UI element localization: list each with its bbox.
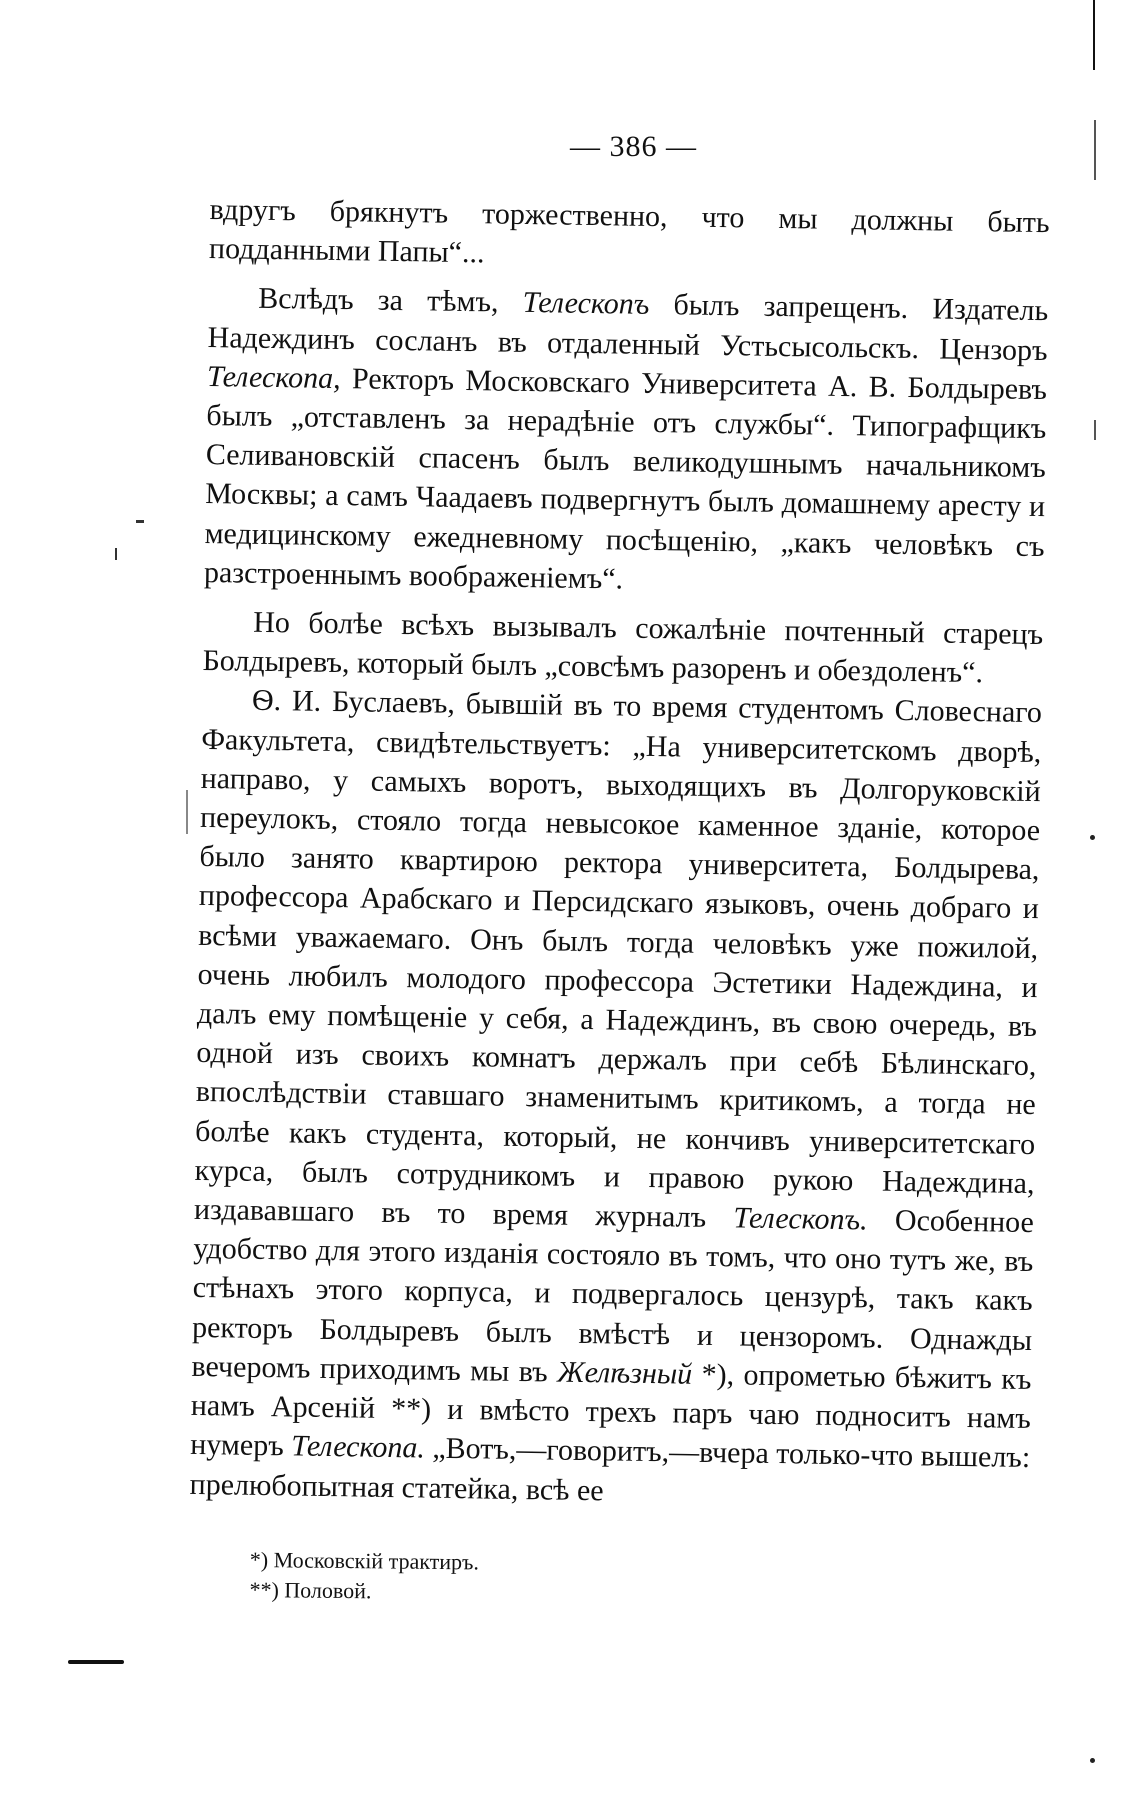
ink-speck	[1090, 1758, 1095, 1763]
italic-text-run: Желѣзный	[556, 1355, 693, 1391]
text-run: *), опрометью бѣжитъ къ намъ Арсеній **) и вмѣсто трехъ паръ чаю подноситъ намъ нумеръ	[190, 1357, 1032, 1463]
paragraph	[202, 602, 1043, 694]
paragraph	[209, 190, 1050, 282]
footnote: *) Московскій трактиръ.	[249, 1546, 480, 1575]
paragraph	[204, 278, 1049, 605]
text-run: былъ запрещенъ. Издатель Надеждинъ сосланъ въ отдаленный Устьсысольскъ. Цензоръ	[207, 288, 1049, 367]
footnote: **) Половой.	[249, 1576, 372, 1604]
page-number: — 386 —	[570, 130, 697, 163]
margin-tick	[1094, 120, 1096, 180]
text-run: Ректоръ Московскаго Университета А. В. Болдыревъ былъ „отставленъ за нерадѣніе отъ службы“. Типографщикъ Селивановскій спасенъ былъ великодушнымъ начальникомъ Москвы; а самъ Чаадаевъ подвергнутъ былъ домашнему аресту и медицинскому ежедневному посѣщенію, „какъ человѣкъ съ разстроеннымъ воображеніемъ“.	[203, 361, 1048, 596]
text-run: вдругъ брякнутъ торжественно, что мы должны быть подданными Папы“...	[208, 192, 1050, 270]
footnotes	[249, 1545, 750, 1610]
text-run: Вслѣдъ за тѣмъ,	[258, 282, 523, 320]
margin-tick	[115, 548, 117, 560]
page-edge-mark	[1093, 0, 1095, 70]
page-edge-dash	[68, 1660, 124, 1664]
text-run: Особенное удобство для этого изданія состояло въ томъ, что оно тутъ же, въ стѣнахъ этого корпуса, и подвергалось цензурѣ, такъ какъ ректоръ Болдыревъ былъ вмѣстѣ и цензоромъ. Однажды вечеромъ приходимъ мы въ	[191, 1203, 1035, 1389]
body-text	[189, 190, 1050, 1517]
italic-text-run: Телескопъ	[522, 286, 650, 322]
italic-text-run: Телескопъ.	[733, 1201, 868, 1237]
text-run: Ѳ. И. Буслаевъ, бывшій въ то время студентомъ Словеснаго Факультета, свидѣтельствуетъ: „На университетскомъ дворѣ, направо, у самыхъ воротъ, выходящихъ въ Долгоруковскій переулокъ, стояло тогда невысокое каменное зданіе, которое было занято квартирою ректора университета, Болдырева, профессора Арабскаго и Персидскаго языковъ, очень добраго и всѣми уважаемаго. Онъ былъ тогда человѣкъ уже пожилой, очень любилъ молодого профессора Эстетики Надеждина, и далъ ему помѣщеніе у себя, а Надеждинъ, въ свою очередь, въ одной изъ своихъ комнатъ держалъ при себѣ Бѣлинскаго, впослѣдствіи ставшаго знаменитымъ критикомъ, а тогда не болѣе какъ студента, который, не кончивъ университетскаго курса, былъ сотрудникомъ и правою рукою Надеждина, издававшаго въ то время журналъ	[193, 684, 1043, 1235]
margin-tick	[1094, 420, 1096, 440]
italic-text-run: Телескопа.	[291, 1429, 426, 1465]
text-run: „Вотъ,—говоритъ,—вчера только-что вышелъ: прелюбопытная статейка, всѣ ее	[189, 1431, 1031, 1507]
ink-speck	[1090, 835, 1095, 840]
margin-tick	[186, 790, 188, 834]
margin-tick	[136, 520, 144, 523]
paragraph	[189, 680, 1042, 1516]
text-run: Но болѣе всѣхъ вызывалъ сожалѣніе почтенный старецъ Болдыревъ, который былъ „совсѣмъ разоренъ и обездоленъ“.	[202, 605, 1044, 690]
italic-text-run: Телескопа,	[206, 359, 341, 395]
